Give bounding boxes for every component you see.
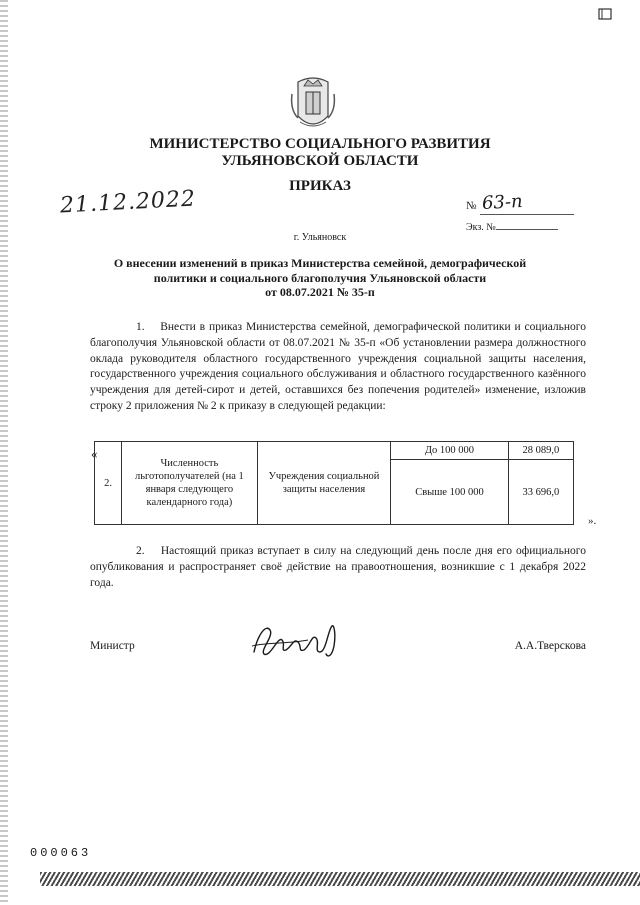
coat-of-arms-emblem — [288, 76, 338, 134]
subject-line3: от 08.07.2021 № 35-п — [265, 285, 375, 299]
ministry-name-line1: МИНИСТЕРСТВО СОЦИАЛЬНОГО РАЗВИТИЯ — [149, 136, 491, 152]
paragraph-1: 1. Внести в приказ Министерства семейной, демографической политики и социального благополучия Ульяновской области от 08.07.2021 № 35-п «Об установлении размера должностного оклада руководителя областного государственного учреждения социальной защиты населения, государственного учреждения социального обслуживания и областного государственного казённого учреждения для детей-сирот и детей, оставшихся без попечения родителей» изменение, изложив строку 2 приложения № 2 к приказу в следующей редакции: — [90, 321, 586, 412]
number-sign: № — [466, 200, 477, 212]
row-value-2: 33 696,0 — [508, 460, 573, 525]
row-value-1: 28 089,0 — [508, 442, 573, 460]
scan-edge-bottom — [40, 872, 640, 886]
subject-line2: политики и социального благополучия Ульяновской области — [153, 270, 487, 285]
handwritten-number: 63-п — [481, 190, 524, 215]
copy-label: Экз. № — [466, 222, 496, 233]
ministry-name — [120, 136, 520, 170]
scan-edge-left — [0, 0, 8, 905]
ministry-name-line2: УЛЬЯНОВСКОЙ ОБЛАСТИ — [221, 153, 419, 169]
row-population-1: До 100 000 — [391, 442, 508, 460]
document-type: ПРИКАЗ — [289, 178, 351, 194]
number-underline — [480, 214, 574, 215]
page-code: 000063 — [30, 846, 92, 860]
quote-open: « — [91, 446, 98, 461]
row-number: 2. — [95, 442, 122, 525]
handwritten-signature — [248, 616, 344, 662]
handwritten-date: 21.12.2022 — [59, 186, 197, 219]
quote-close: ». — [588, 515, 597, 527]
row-population-2: Свыше 100 000 — [391, 460, 508, 525]
row-institution: Учреждения социальной защиты населения — [257, 442, 391, 525]
paragraph-2: 2. Настоящий приказ вступает в силу на следующий день после дня его официального опубликования и распространяет своё действие на правоотношения, возникшие с 1 декабря 2022 года. — [90, 545, 586, 589]
subject-line1: О внесении изменений в приказ Министерства семейной, демографической — [113, 256, 527, 270]
row-category: Численность льготополучателей (на 1 января следующего календарного года) — [122, 442, 258, 525]
copy-number — [466, 222, 576, 233]
signatory-role: Министр — [90, 640, 135, 652]
amended-row-table — [94, 441, 574, 525]
order-number — [466, 190, 576, 218]
signatory-name: А.А.Тверскова — [514, 640, 586, 652]
place-of-issue: г. Ульяновск — [293, 232, 347, 243]
copy-underline — [496, 229, 558, 230]
corner-mark — [598, 8, 612, 20]
table-row — [95, 442, 574, 460]
order-subject — [78, 256, 562, 300]
